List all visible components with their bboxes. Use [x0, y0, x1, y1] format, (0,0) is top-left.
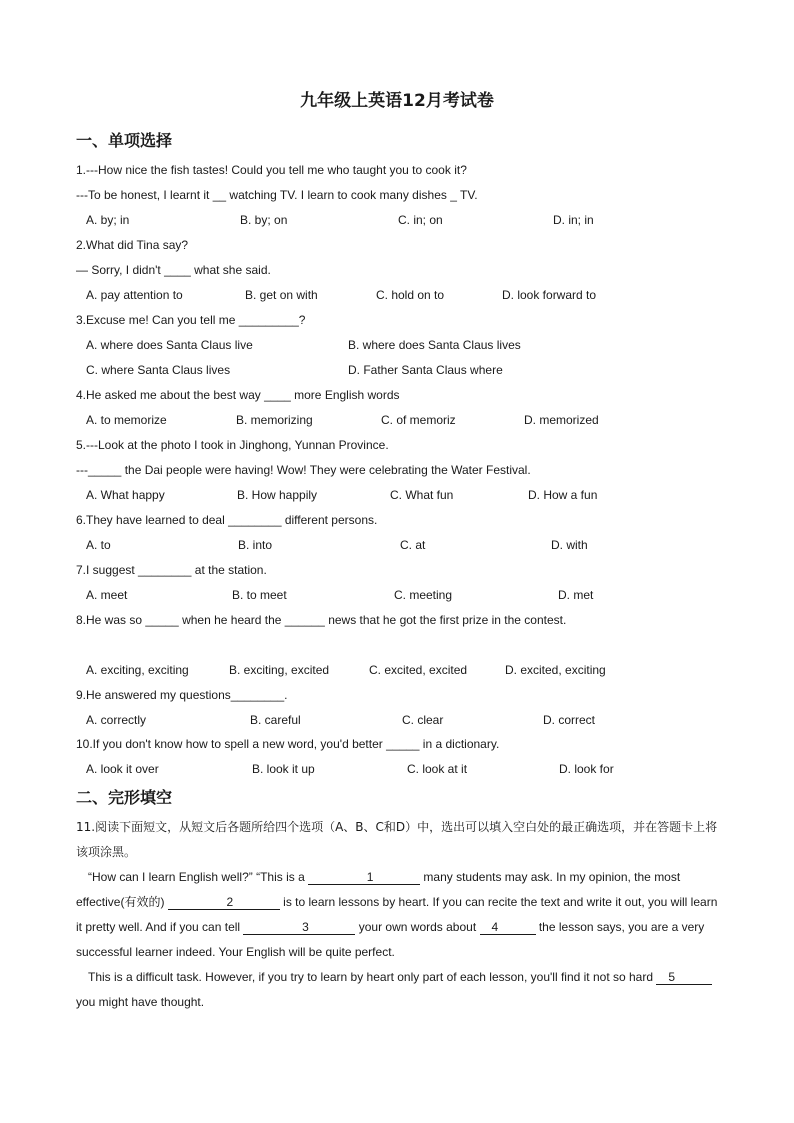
cloze-instructions: 11.阅读下面短文，从短文后各题所给四个选项（A、B、C和D）中，选出可以填入空白处的最正确选项，并在答题卡上将该项涂黑。 — [76, 820, 718, 859]
question-3-options-row2 — [86, 362, 726, 378]
question-2-options — [86, 287, 726, 303]
question-7-options — [86, 587, 726, 603]
option-c[interactable]: C. What fun — [390, 488, 454, 502]
question-8-text: 8.He was so _____ when he heard the ______ news that he got the first prize in the contest. — [76, 613, 567, 627]
question-3-text: 3.Excuse me! Can you tell me _________? — [76, 313, 306, 327]
question-7-text: 7.I suggest ________ at the station. — [76, 563, 267, 577]
paragraph-text: you might have thought. — [76, 995, 205, 1009]
question-9-text: 9.He answered my questions________. — [76, 688, 288, 702]
option-d[interactable]: D. excited, exciting — [505, 663, 606, 677]
option-d[interactable]: D. How a fun — [528, 488, 598, 502]
paragraph-text: “How can I learn English well?” “This is a — [88, 870, 309, 884]
option-d[interactable]: D. look forward to — [502, 288, 597, 302]
question-6-options — [86, 537, 726, 553]
option-d[interactable]: D. look for — [559, 762, 614, 776]
option-c[interactable]: C. look at it — [407, 762, 468, 776]
option-b[interactable]: B. by; on — [240, 213, 288, 227]
paragraph-text: the lesson says, you are a very successful learner indeed. Your English will be quite perfect. — [76, 920, 705, 959]
blank-3[interactable]: 3 — [243, 920, 355, 935]
option-a[interactable]: A. pay attention to — [86, 288, 183, 302]
option-c[interactable]: C. hold on to — [376, 288, 445, 302]
question-4-text: 4.He asked me about the best way ____ more English words — [76, 388, 400, 402]
option-a[interactable]: A. by; in — [86, 213, 130, 227]
option-c[interactable]: C. of memoriz — [381, 413, 456, 427]
option-c[interactable]: C. clear — [402, 713, 444, 727]
option-b[interactable]: B. exciting, excited — [229, 663, 330, 677]
option-c[interactable]: C. meeting — [394, 588, 453, 602]
question-1-text: 1.---How nice the fish tastes! Could you tell me who taught you to cook it? — [76, 163, 467, 177]
page-title: 九年级上英语12月考试卷 — [300, 91, 494, 111]
option-c[interactable]: C. in; on — [398, 213, 443, 227]
question-6-text: 6.They have learned to deal ________ different persons. — [76, 513, 378, 527]
option-b[interactable]: B. careful — [250, 713, 301, 727]
option-d[interactable]: D. with — [551, 538, 588, 552]
blank-2[interactable]: 2 — [168, 895, 280, 910]
paragraph-text: is to learn lessons by heart. If you can recite the text and write it out, you will learn it pretty well. And if you can tell — [76, 895, 718, 934]
question-10-options — [86, 761, 726, 777]
cloze-paragraph-2 — [76, 965, 724, 1015]
blank-4[interactable]: 4 — [480, 920, 536, 935]
question-5-text-2: ---_____ the Dai people were having! Wow! They were celebrating the Water Festival. — [76, 463, 531, 477]
cloze-paragraph-1 — [76, 865, 724, 965]
question-8-options — [86, 662, 726, 678]
question-3-options-row1 — [86, 337, 726, 353]
option-b[interactable]: B. where does Santa Claus lives — [348, 338, 521, 352]
question-1-options — [86, 212, 726, 228]
option-c[interactable]: C. where Santa Claus lives — [86, 363, 231, 377]
question-5-text: 5.---Look at the photo I took in Jinghong, Yunnan Province. — [76, 438, 389, 452]
option-a[interactable]: A. meet — [86, 588, 128, 602]
option-d[interactable]: D. met — [558, 588, 594, 602]
option-b[interactable]: B. into — [238, 538, 273, 552]
option-c[interactable]: C. excited, excited — [369, 663, 468, 677]
option-c[interactable]: C. at — [400, 538, 426, 552]
option-a[interactable]: A. exciting, exciting — [86, 663, 189, 677]
option-a[interactable]: A. to — [86, 538, 111, 552]
option-a[interactable]: A. where does Santa Claus live — [86, 338, 253, 352]
option-b[interactable]: B. memorizing — [236, 413, 313, 427]
option-d[interactable]: D. Father Santa Claus where — [348, 363, 503, 377]
option-a[interactable]: A. look it over — [86, 762, 159, 776]
section-heading-single-choice: 一、单项选择 — [76, 131, 173, 150]
question-10-text: 10.If you don't know how to spell a new word, you'd better _____ in a dictionary. — [76, 737, 500, 751]
question-2-text-2: — Sorry, I didn't ____ what she said. — [76, 263, 271, 277]
option-b[interactable]: B. to meet — [232, 588, 287, 602]
blank-5[interactable]: 5 — [656, 970, 712, 985]
paragraph-text: your own words about — [355, 920, 480, 934]
paragraph-text: This is a difficult task. However, if you try to learn by heart only part of each lesson, you'll find it not so hard — [88, 970, 657, 984]
question-2-text: 2.What did Tina say? — [76, 238, 189, 252]
question-1-text-2: ---To be honest, I learnt it __ watching TV. I learn to cook many dishes _ TV. — [76, 188, 478, 202]
option-d[interactable]: D. in; in — [553, 213, 594, 227]
question-4-options — [86, 412, 726, 428]
option-d[interactable]: D. correct — [543, 713, 596, 727]
option-b[interactable]: B. How happily — [237, 488, 318, 502]
option-b[interactable]: B. look it up — [252, 762, 315, 776]
option-b[interactable]: B. get on with — [245, 288, 318, 302]
option-a[interactable]: A. What happy — [86, 488, 165, 502]
option-a[interactable]: A. to memorize — [86, 413, 167, 427]
blank-1[interactable]: 1 — [308, 870, 420, 885]
question-9-options — [86, 712, 726, 728]
paragraph-text: many students may ask. In my opinion, the most effective(有效的) — [76, 870, 681, 909]
option-d[interactable]: D. memorized — [524, 413, 599, 427]
section-heading-cloze: 二、完形填空 — [76, 788, 173, 807]
question-5-options — [86, 487, 726, 503]
option-a[interactable]: A. correctly — [86, 713, 147, 727]
